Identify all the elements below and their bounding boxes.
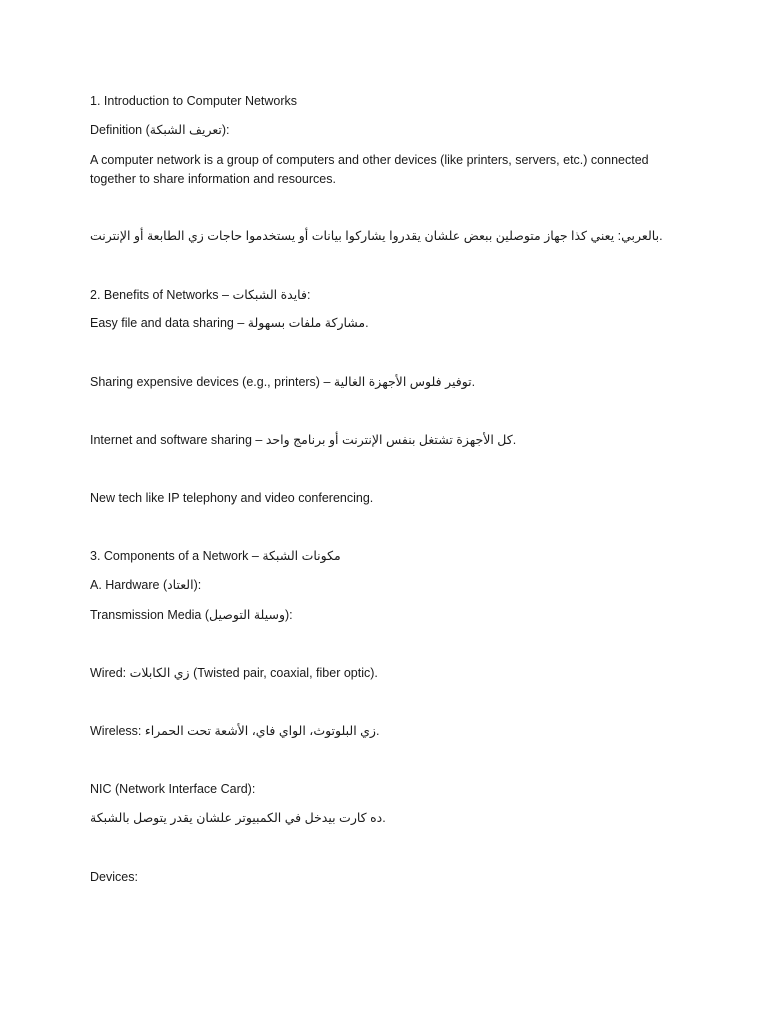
arabic-explanation: بالعربي: يعني كذا جهاز متوصلين ببعض علشان يقدروا يشاركوا بيانات أو يستخدموا حاجات زي الطابعة أو الإنترنت. xyxy=(90,229,663,243)
section-heading-benefits: 2. Benefits of Networks – فايدة الشبكات: xyxy=(90,288,311,302)
benefit-item: Internet and software sharing – كل الأجهزة تشتغل بنفس الإنترنت أو برنامج واحد. xyxy=(90,433,517,447)
transmission-media-label: Transmission Media (وسيلة التوصيل): xyxy=(90,608,293,622)
wired-item: Wired: زي الكابلات (Twisted pair, coaxial, fiber optic). xyxy=(90,666,378,680)
section-heading-intro: 1. Introduction to Computer Networks xyxy=(90,94,298,108)
nic-description: ده كارت بيدخل في الكمبيوتر علشان يقدر يتوصل بالشبكة. xyxy=(90,811,386,825)
hardware-label: A. Hardware (العتاد): xyxy=(90,578,202,592)
wireless-item: Wireless: زي البلوتوث، الواي فاي، الأشعة تحت الحمراء. xyxy=(90,724,380,738)
devices-label: Devices: xyxy=(90,870,138,884)
definition-paragraph: A computer network is a group of computers and other devices (like printers, servers, etc.) connected together to share information and resources. xyxy=(90,153,649,186)
nic-label: NIC (Network Interface Card): xyxy=(90,782,256,796)
benefit-item: Easy file and data sharing – مشاركة ملفات بسهولة. xyxy=(90,316,369,330)
benefit-item: Sharing expensive devices (e.g., printers) – توفير فلوس الأجهزة الغالية. xyxy=(90,375,476,389)
benefit-item: New tech like IP telephony and video conferencing. xyxy=(90,491,374,505)
definition-label: Definition (تعريف الشبكة): xyxy=(90,123,230,137)
section-heading-components: 3. Components of a Network – مكونات الشبكة xyxy=(90,549,341,563)
